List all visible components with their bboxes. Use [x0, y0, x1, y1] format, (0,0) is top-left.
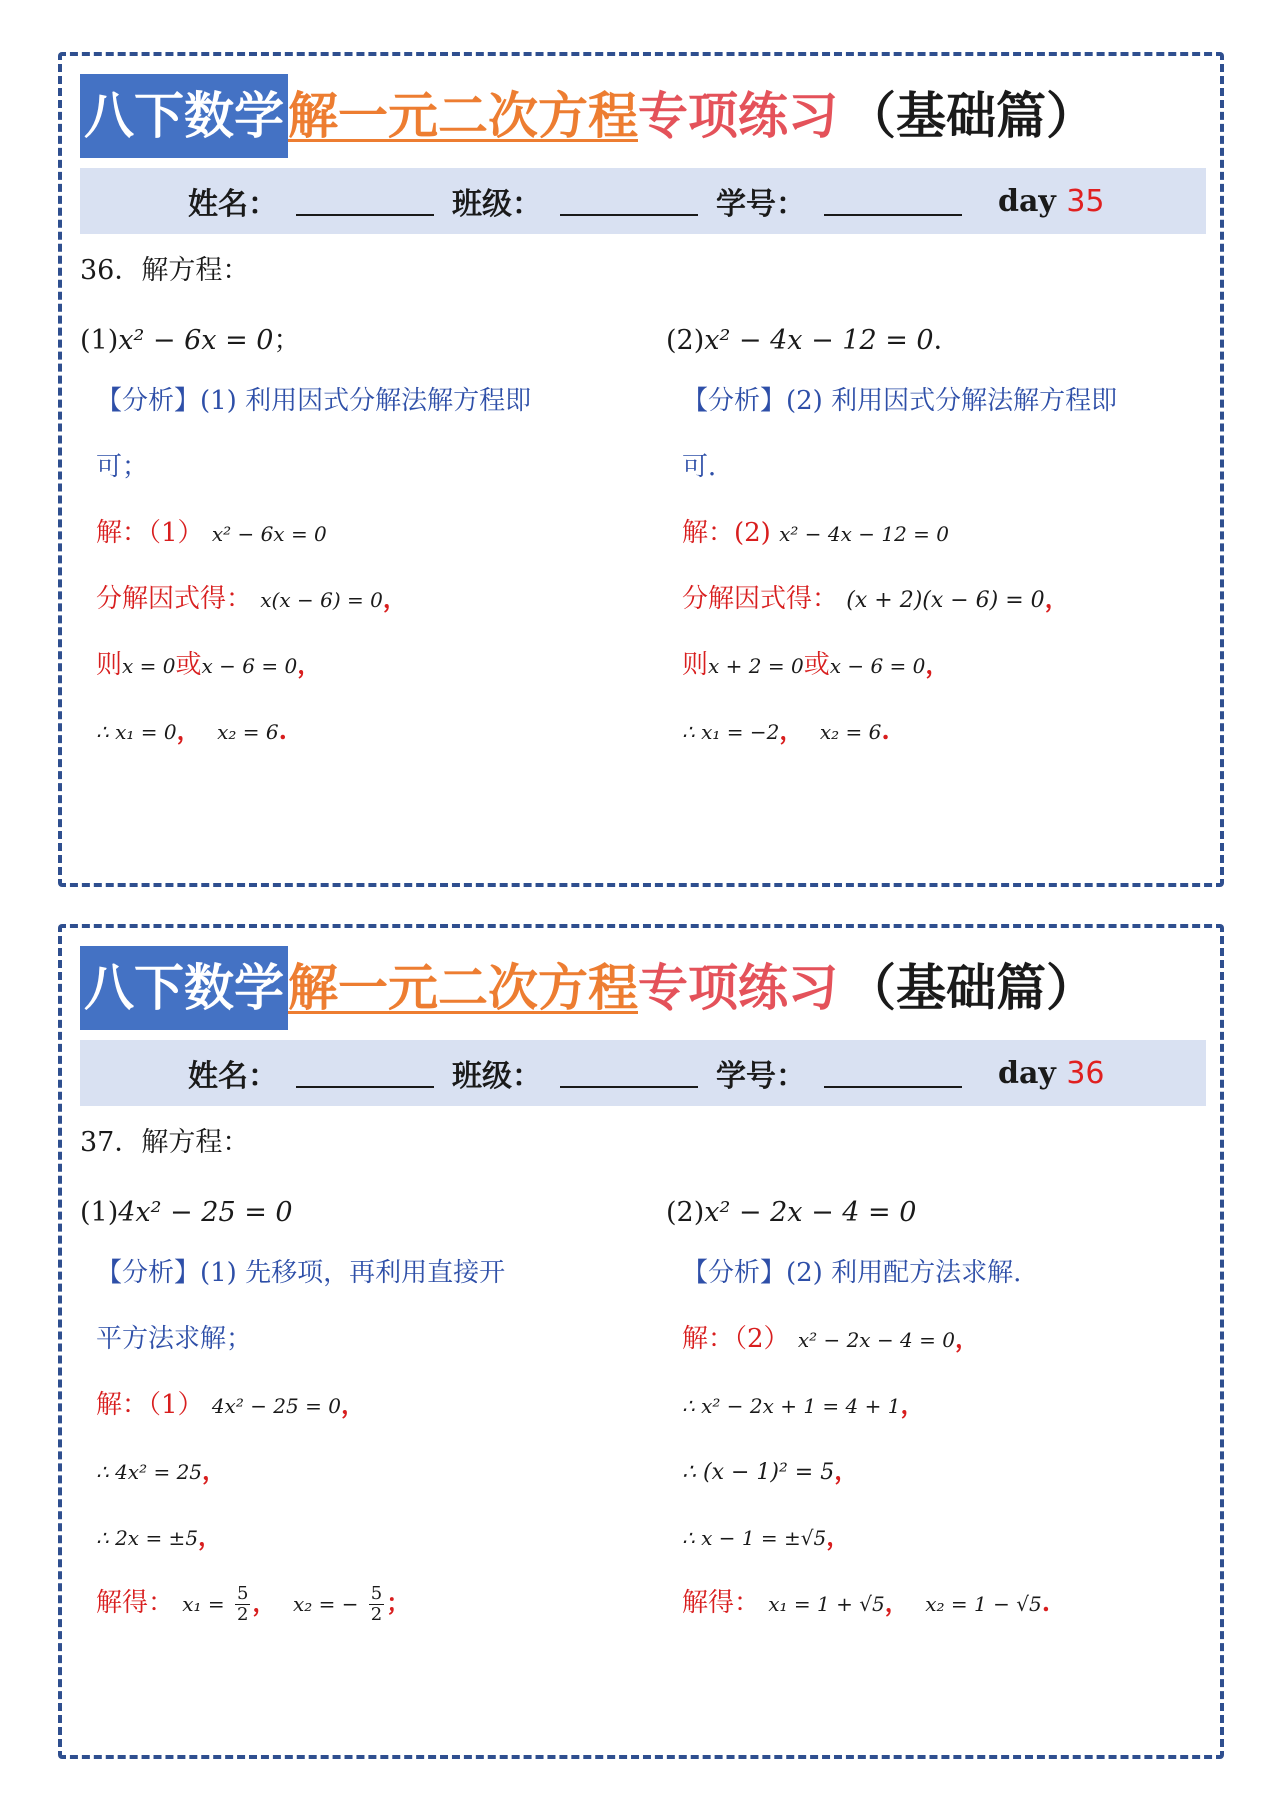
solution-prefix: 解：（1）	[96, 1390, 204, 1420]
step-3-equation: ∴ x − 1 = ±√5	[682, 1526, 827, 1550]
name-label: 姓名：	[188, 187, 278, 222]
class-blank	[560, 1058, 698, 1088]
title-practice: 专项练习	[638, 87, 838, 145]
solution-equation: x² − 6x = 0	[211, 522, 327, 546]
question-title: 37．解方程：	[80, 1127, 250, 1158]
student-id-field	[716, 179, 962, 223]
factor-step	[80, 566, 620, 632]
solution-equation: 4x² − 25 = 0	[211, 1394, 341, 1418]
solution-column-left	[80, 1186, 620, 1636]
problem-equation: x² − 4x − 12 = 0	[704, 325, 934, 356]
solution-end: ，	[340, 1390, 365, 1419]
result-x2: x₂ = 1 − √5	[925, 1592, 1042, 1616]
class-blank	[560, 186, 698, 216]
then-prefix: 则	[682, 650, 709, 680]
analysis-line-1: 【分析】(2) 利用配方法求解.	[682, 1258, 1022, 1288]
id-blank	[824, 186, 962, 216]
step-2-equation: ∴ 2x = ±5	[96, 1526, 199, 1550]
then-end: ，	[297, 650, 322, 679]
analysis-line-1: 【分析】(1) 先移项，再利用直接开	[96, 1258, 506, 1288]
problem-equation: x² − 6x = 0	[118, 325, 274, 356]
factor-equation: (x + 2)(x − 6) = 0	[846, 588, 1045, 613]
solution-prefix: 解：（2）	[682, 1324, 790, 1354]
result-x2: x₂ = −	[292, 1592, 359, 1616]
result-x2-fraction	[369, 1584, 384, 1625]
problem-end: ．	[933, 325, 961, 356]
factor-prefix: 分解因式得：	[682, 584, 839, 614]
factor-prefix: 分解因式得：	[96, 584, 253, 614]
result-end: .	[278, 716, 287, 745]
problem-number: (1)	[80, 325, 119, 356]
name-blank	[296, 186, 434, 216]
step-2-equation: ∴ (x − 1)² = 5	[682, 1460, 835, 1485]
result-x1-fraction	[235, 1584, 250, 1625]
worksheet-title	[80, 74, 1096, 158]
title-grade: 八下数学	[80, 74, 288, 158]
problem-number: (2)	[666, 325, 705, 356]
fraction-numerator: 5	[236, 1582, 249, 1604]
step-3-end: ，	[826, 1522, 851, 1551]
result-end: .	[881, 716, 890, 745]
problem-statement	[666, 314, 1206, 368]
question-title: 36．解方程：	[80, 255, 250, 286]
problem-equation: x² − 2x − 4 = 0	[704, 1197, 917, 1228]
problem-number: (1)	[80, 1197, 119, 1228]
step-1-end: ，	[202, 1456, 227, 1485]
factor-step	[666, 566, 1206, 632]
student-info-bar	[80, 1040, 1206, 1106]
analysis-line-2: 可．	[682, 452, 735, 482]
problem-statement	[80, 1186, 620, 1240]
then-equation-2: x − 6 = 0	[201, 654, 298, 678]
class-field	[452, 1051, 698, 1095]
student-id-field	[716, 1051, 962, 1095]
then-end: ，	[925, 650, 950, 679]
student-info-bar	[80, 168, 1206, 234]
problem-equation: 4x² − 25 = 0	[118, 1197, 293, 1228]
fraction-denominator: 2	[370, 1603, 383, 1625]
result-sep: ，	[176, 716, 201, 745]
result-end: ；	[386, 1588, 411, 1617]
class-field	[452, 179, 698, 223]
analysis-line-1: 【分析】(2) 利用因式分解法解方程即	[682, 386, 1118, 416]
result-sep: ，	[252, 1588, 277, 1617]
factor-equation: x(x − 6) = 0	[260, 588, 383, 612]
solution-start	[666, 500, 1206, 566]
title-topic: 解一元二次方程	[288, 87, 638, 145]
worksheet-card-2	[58, 924, 1224, 1759]
step-1	[666, 1372, 1206, 1438]
title-practice: 专项练习	[638, 959, 838, 1017]
day-indicator	[998, 184, 1105, 219]
analysis-line-2: 可；	[96, 452, 149, 482]
result-end: .	[1041, 1588, 1051, 1617]
result-x1: ∴ x₁ = −2	[682, 720, 780, 744]
problem-end: ；	[273, 325, 301, 356]
id-blank	[824, 1058, 962, 1088]
result-x1: ∴ x₁ = 0	[96, 720, 177, 744]
then-prefix: 则	[96, 650, 123, 680]
step-1	[80, 1438, 620, 1504]
analysis-line-2: 平方法求解；	[96, 1324, 253, 1354]
name-field	[188, 1051, 434, 1095]
result-step	[80, 1570, 620, 1636]
title-topic: 解一元二次方程	[288, 959, 638, 1017]
solution-column-left	[80, 314, 620, 764]
solution-column-right	[666, 314, 1206, 764]
then-step	[80, 632, 620, 698]
step-2	[666, 1438, 1206, 1504]
then-or: 或	[803, 650, 830, 680]
result-step	[666, 1570, 1206, 1636]
day-indicator	[998, 1056, 1105, 1091]
step-1-end: ，	[900, 1390, 925, 1419]
then-or: 或	[175, 650, 202, 680]
id-label: 学号：	[716, 187, 806, 222]
result-sep: ，	[884, 1588, 909, 1617]
class-label: 班级：	[452, 187, 542, 222]
step-1-equation: ∴ 4x² = 25	[96, 1460, 203, 1484]
worksheet-card-1	[58, 52, 1224, 887]
factor-end: ，	[382, 584, 407, 613]
class-label: 班级：	[452, 1059, 542, 1094]
solution-prefix: 解：（1）	[96, 518, 204, 548]
result-x2: x₂ = 6	[217, 720, 279, 744]
analysis-line-1: 【分析】(1) 利用因式分解法解方程即	[96, 386, 532, 416]
day-label: day	[998, 183, 1056, 219]
result-prefix: 解得：	[682, 1588, 761, 1618]
problem-statement	[80, 314, 620, 368]
solution-start	[666, 1306, 1206, 1372]
title-level: （基础篇）	[846, 959, 1096, 1017]
fraction-denominator: 2	[236, 1603, 249, 1625]
result-x1: x₁ =	[182, 1592, 225, 1616]
day-number: 35	[1066, 183, 1105, 219]
then-equation-1: x + 2 = 0	[708, 654, 804, 678]
solution-start	[80, 1372, 620, 1438]
result-prefix: 解得：	[96, 1588, 175, 1618]
result-step	[80, 698, 620, 764]
solution-start	[80, 500, 620, 566]
step-2-end: ，	[198, 1522, 223, 1551]
fraction-numerator: 5	[370, 1582, 383, 1604]
step-2	[80, 1504, 620, 1570]
step-3	[666, 1504, 1206, 1570]
name-blank	[296, 1058, 434, 1088]
worksheet-title	[80, 946, 1096, 1030]
title-grade: 八下数学	[80, 946, 288, 1030]
solution-column-right	[666, 1186, 1206, 1636]
result-step	[666, 698, 1206, 764]
name-field	[188, 179, 434, 223]
then-step	[666, 632, 1206, 698]
factor-end: ，	[1044, 584, 1069, 613]
name-label: 姓名：	[188, 1059, 278, 1094]
solution-equation: x² − 2x − 4 = 0	[797, 1328, 955, 1352]
then-equation-2: x − 6 = 0	[829, 654, 926, 678]
step-1-equation: ∴ x² − 2x + 1 = 4 + 1	[682, 1394, 901, 1418]
problem-number: (2)	[666, 1197, 705, 1228]
then-equation-1: x = 0	[122, 654, 176, 678]
result-x1: x₁ = 1 + √5	[768, 1592, 885, 1616]
step-2-end: ，	[834, 1456, 859, 1485]
id-label: 学号：	[716, 1059, 806, 1094]
solution-prefix: 解：(2)	[682, 518, 771, 548]
day-label: day	[998, 1055, 1056, 1091]
problem-statement	[666, 1186, 1206, 1240]
solution-end: ，	[954, 1324, 979, 1353]
day-number: 36	[1066, 1055, 1105, 1091]
solution-equation: x² − 4x − 12 = 0	[779, 522, 950, 546]
result-x2: x₂ = 6	[819, 720, 882, 744]
title-level: （基础篇）	[846, 87, 1096, 145]
result-sep: ，	[779, 716, 804, 745]
